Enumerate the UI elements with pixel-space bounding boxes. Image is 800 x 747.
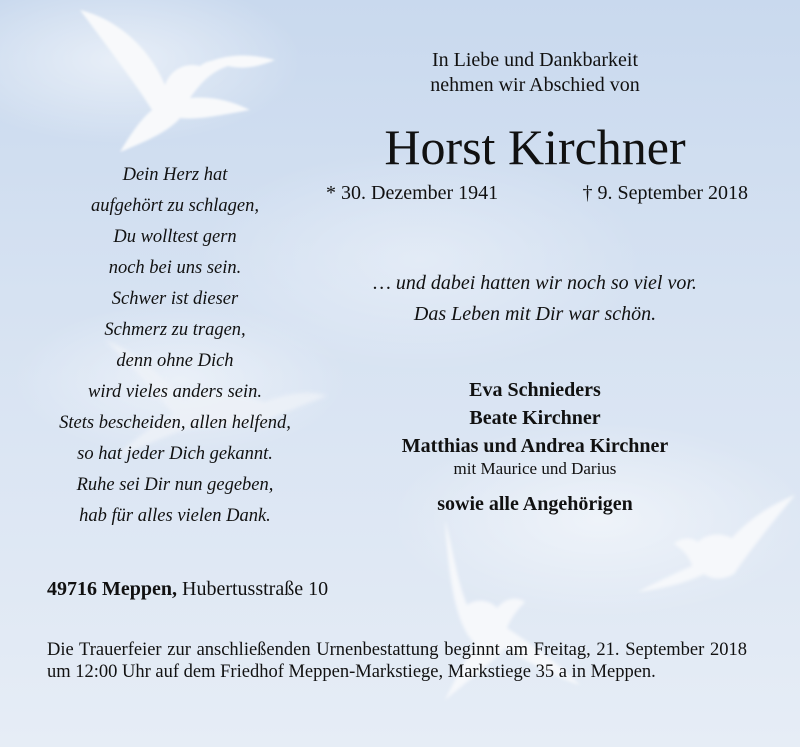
poem-line: hab für alles vielen Dank. <box>79 506 271 526</box>
deceased-name: Horst Kirchner <box>384 119 686 175</box>
quote-line-2: Das Leben mit Dir war schön. <box>413 303 657 325</box>
address-city: 49716 Meppen, <box>47 578 177 600</box>
intro-line-1: In Liebe und Dankbarkeit <box>431 49 639 71</box>
intro-line-2: nehmen wir Abschied von <box>430 74 640 96</box>
quote <box>330 268 740 330</box>
dove-top-left-image <box>60 0 300 170</box>
address-street: Hubertusstraße 10 <box>182 578 329 600</box>
poem-line: Schwer ist dieser <box>111 289 239 309</box>
poem <box>40 160 310 532</box>
poem-line: wird vieles anders sein. <box>87 382 262 402</box>
family-others: sowie alle Angehörigen <box>437 493 633 515</box>
poem-line: so hat jeder Dich gekannt. <box>77 444 273 464</box>
poem-line: noch bei uns sein. <box>108 258 242 278</box>
death-date: † 9. September 2018 <box>582 182 748 204</box>
ceremony-info: Die Trauerfeier zur anschließenden Urnenbestattung beginnt am Freitag, 21. September 2018 um 12:00 Uhr auf dem Friedhof Meppen-Markstiege, Markstiege 35 a in Meppen. <box>47 640 747 682</box>
poem-line: Stets bescheiden, allen helfend, <box>59 413 291 433</box>
intro-text <box>360 48 710 98</box>
poem-line: Dein Herz hat <box>122 165 228 185</box>
address <box>47 576 328 602</box>
family-member: Beate Kirchner <box>469 407 601 429</box>
poem-line: Du wolltest gern <box>113 227 237 247</box>
family-list <box>335 376 735 518</box>
poem-line: aufgehört zu schlagen, <box>90 196 260 216</box>
birth-date: * 30. Dezember 1941 <box>326 182 499 204</box>
poem-line: Ruhe sei Dir nun gegeben, <box>76 475 274 495</box>
family-member: Matthias und Andrea Kirchner <box>401 435 669 457</box>
quote-line-1: … und dabei hatten wir noch so viel vor. <box>373 272 697 294</box>
family-member: Eva Schnieders <box>469 379 601 401</box>
family-member-children: mit Maurice und Darius <box>453 459 617 478</box>
poem-line: Schmerz zu tragen, <box>104 320 246 340</box>
poem-line: denn ohne Dich <box>116 351 234 371</box>
